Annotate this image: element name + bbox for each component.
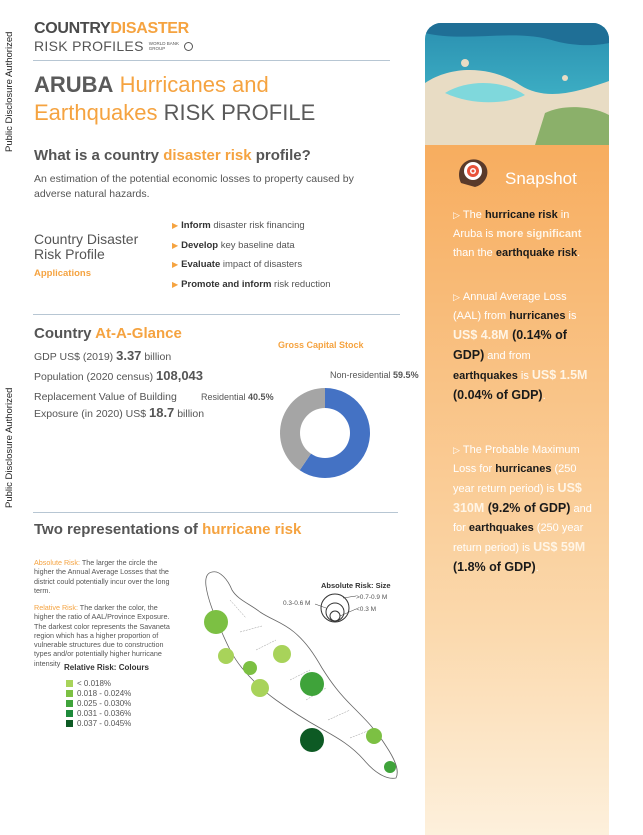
legend-swatch: [66, 720, 73, 727]
size-legend-mid: 0.3-0.6 M: [283, 600, 311, 607]
target-icon: [453, 153, 493, 189]
legend-item: 0.037 - 0.045%: [66, 718, 131, 728]
district-risk-circle: [243, 661, 257, 675]
legend-item: < 0.018%: [66, 678, 131, 688]
question-heading: What is a country disaster risk profile?: [34, 147, 311, 164]
arrow-right-icon: ▶: [172, 279, 179, 289]
snapshot-panel: [425, 145, 609, 835]
snapshot-point-3: ▷ The Probable Maximum Loss for hurricanes (250 year return period) is US$ 310M (9.2% of GDP) and for earthquakes (250 year return period) is US$ 59M (1.8% of GDP).: [453, 444, 592, 574]
beach-photo: [425, 23, 609, 145]
snapshot-point-2: ▷ Annual Average Loss (AAL) from hurricanes is US$ 4.8M (0.14% of GDP) and from earthquakes is US$ 1.5M (0.04% of GDP).: [453, 291, 588, 402]
brand-sub: RISK PROFILES: [34, 38, 144, 54]
size-legend-title: Absolute Risk: Size: [321, 581, 391, 590]
snapshot-point-1: ▷ The hurricane risk in Aruba is more significant than the earthquake risk.: [453, 209, 582, 259]
applications-list: [172, 220, 331, 298]
colour-legend: [66, 678, 131, 728]
section-rule-1: [33, 314, 400, 315]
disclosure-label-top: Public Disclosure Authorized: [4, 31, 15, 152]
size-legend-large: >0.7-0.9 M: [356, 594, 388, 601]
application-item: ▶ Develop key baseline data: [172, 239, 295, 251]
district-risk-circle: [204, 610, 228, 634]
colour-legend-title: Relative Risk: Colours: [64, 663, 149, 672]
donut-hole: [300, 408, 350, 458]
population-stat: Population (2020 census) 108,043: [34, 368, 204, 383]
absolute-risk-note: Absolute Risk: The larger the circle the higher the Annual Average Losses that the district could potentially incur over the long term.: [34, 558, 170, 595]
brand-country: COUNTRY: [34, 20, 111, 37]
district-risk-circle: [384, 761, 396, 773]
district-risk-circle: [273, 645, 291, 663]
arrow-right-icon: ▶: [172, 240, 179, 250]
globe-icon: [184, 42, 193, 51]
triangle-icon: ▷: [453, 210, 460, 220]
district-risk-circle: [251, 679, 269, 697]
page-title: ARUBA Hurricanes and Earthquakes RISK PROFILE: [34, 72, 316, 125]
legend-swatch: [66, 680, 73, 687]
header-rule: [33, 60, 390, 61]
legend-item: 0.018 - 0.024%: [66, 688, 131, 698]
glance-stats: [34, 348, 264, 422]
district-risk-circle: [218, 648, 234, 664]
island-outline: [206, 572, 398, 779]
brand-logo: [34, 20, 193, 54]
district-risk-circle: [300, 672, 324, 696]
district-risk-circle: [366, 728, 382, 744]
world-bank-group: WORLD BANK GROUP: [148, 41, 179, 51]
applications-label: Applications: [34, 268, 92, 279]
triangle-icon: ▷: [453, 292, 460, 302]
legend-swatch: [66, 710, 73, 717]
legend-item: 0.031 - 0.036%: [66, 708, 131, 718]
aruba-risk-map: [190, 560, 420, 785]
glance-heading: Country At-A-Glance: [34, 325, 182, 342]
chart-label-nonresidential: Non-residential 59.5%: [330, 370, 419, 380]
arrow-right-icon: ▶: [172, 221, 179, 230]
triangle-icon: ▷: [453, 445, 460, 455]
chart-title: Gross Capital Stock: [278, 340, 364, 350]
brand-disaster: DISASTER: [110, 20, 189, 37]
application-item: ▶ Evaluate impact of disasters: [172, 259, 303, 270]
relative-risk-note: Relative Risk: The darker the color, the higher the ratio of AAL/Province Exposure. The darkest color represents the Savaneta region which has a higher proportion of vulnerable structures due to construction types and/or potentially higher hurricane intensity: [34, 603, 170, 668]
legend-item: 0.025 - 0.030%: [66, 698, 131, 708]
cdrp-label: Country Disaster Risk Profile: [34, 231, 139, 262]
chart-label-residential: Residential 40.5%: [201, 392, 274, 402]
arrow-right-icon: ▶: [172, 260, 179, 269]
size-legend-small: <0.3 M: [356, 606, 377, 613]
disclosure-label-bottom: Public Disclosure Authorized: [4, 387, 15, 508]
district-risk-circle: [300, 728, 324, 752]
intro-text: An estimation of the potential economic losses to property caused by adverse natural hazards.: [34, 173, 354, 200]
legend-swatch: [66, 700, 73, 707]
snapshot-title: Snapshot: [505, 169, 577, 188]
representations-heading: Two representations of hurricane risk: [34, 521, 302, 538]
replacement-value-stat: Replacement Value of Building Exposure (in 2020) US$ 18.7 billion: [34, 391, 205, 420]
application-item: ▶ Inform disaster risk financing: [172, 220, 305, 231]
legend-swatch: [66, 690, 73, 697]
gdp-stat: GDP US$ (2019) 3.37 billion: [34, 348, 172, 363]
section-rule-2: [33, 512, 398, 513]
application-item: ▶ Promote and inform risk reduction: [172, 278, 331, 290]
donut-chart: [270, 378, 380, 488]
